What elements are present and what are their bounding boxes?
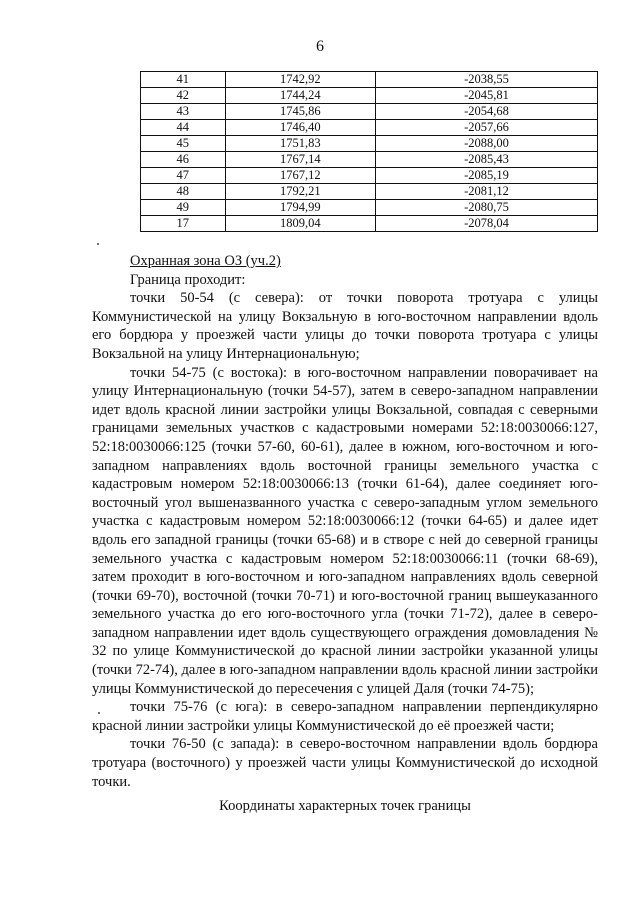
y-coordinate-cell: -2054,68: [375, 104, 597, 120]
x-coordinate-cell: 1792,21: [225, 184, 375, 200]
point-number-cell: 48: [141, 184, 226, 200]
y-coordinate-cell: -2085,43: [375, 152, 597, 168]
x-coordinate-cell: 1809,04: [225, 216, 375, 232]
paragraph-west: точки 76-50 (с запада): в северо-восточном направлении вдоль бордюра тротуара (восточного) у проезжей части улицы Коммунистической до исходной точки.: [92, 736, 598, 790]
table-row: [141, 136, 598, 152]
table-row: [141, 216, 598, 232]
scan-speck: [97, 243, 99, 245]
x-coordinate-cell: 1767,12: [225, 168, 375, 184]
coordinates-heading: Координаты характерных точек границы: [219, 798, 471, 815]
section-subtitle: Граница проходит:: [130, 271, 246, 288]
section-body: [92, 252, 598, 816]
table-row: [141, 120, 598, 136]
x-coordinate-cell: 1742,92: [225, 72, 375, 88]
point-number-cell: 43: [141, 104, 226, 120]
table-row: [141, 168, 598, 184]
y-coordinate-cell: -2085,19: [375, 168, 597, 184]
table-row: [141, 88, 598, 104]
scan-speck: [98, 712, 100, 714]
point-number-cell: 46: [141, 152, 226, 168]
coordinates-table-body: [141, 72, 598, 232]
point-number-cell: 41: [141, 72, 226, 88]
y-coordinate-cell: -2080,75: [375, 200, 597, 216]
point-number-cell: 47: [141, 168, 226, 184]
paragraph-east: точки 54-75 (с востока): в юго-восточном направлении поворачивает на улицу Интернациональную (точки 54-57), затем в северо-западном направлении идет вдоль красной линии застройки улицы Вокзальной, совпадая с северными границами земельных участков с кадастровыми номерами 52:18:0030066:127, 52:18:0030066:125 (точки 57-60, 60-61), далее в южном, юго-восточном и юго-западном направлениях вдоль восточной границы земельного участка с кадастровым номером 52:18:0030066:13 (точки 61-64), далее соединяет юго-восточный угол вышеназванного участка с северо-западным углом земельного участка с кадастровым номером 52:18:0030066:12 (точки 64-65) и далее идет вдоль его западной границы (точки 65-68) и в створе с ней до северной границы земельного участка с кадастровым номером 52:18:0030066:11 (точки 68-69), затем проходит в юго-восточном и юго-западном направлениях вдоль северной (точки 69-70), восточной (точки 70-71) и юго-восточной границ вышеуказанного земельного участка до его юго-восточного угла (точки 71-72), далее в северо-западном направлении идет вдоль существующего ограждения домовладения № 32 по улице Коммунистической до красной линии застройки указанной улицы (точки 72-74), далее в юго-западном направлении вдоль красной линии застройки улицы Коммунистической до пересечения с улицей Даля (точки 74-75);: [92, 364, 598, 697]
table-row: [141, 200, 598, 216]
y-coordinate-cell: -2088,00: [375, 136, 597, 152]
coordinates-table: [140, 71, 598, 232]
page-number: 6: [316, 38, 324, 55]
x-coordinate-cell: 1794,99: [225, 200, 375, 216]
table-row: [141, 104, 598, 120]
paragraph-north: точки 50-54 (с севера): от точки поворота тротуара с улицы Коммунистической на улицу Вокзальную в юго-восточном направлении вдоль его бордюра у проезжей части улицы до точки поворота тротуара с улицы Вокзальной на улицу Интернациональную;: [92, 290, 598, 362]
point-number-cell: 45: [141, 136, 226, 152]
point-number-cell: 49: [141, 200, 226, 216]
table-row: [141, 184, 598, 200]
section-title: Охранная зона ОЗ (уч.2): [130, 253, 281, 269]
x-coordinate-cell: 1751,83: [225, 136, 375, 152]
x-coordinate-cell: 1744,24: [225, 88, 375, 104]
x-coordinate-cell: 1745,86: [225, 104, 375, 120]
point-number-cell: 44: [141, 120, 226, 136]
y-coordinate-cell: -2081,12: [375, 184, 597, 200]
x-coordinate-cell: 1767,14: [225, 152, 375, 168]
table-row: [141, 152, 598, 168]
y-coordinate-cell: -2078,04: [375, 216, 597, 232]
y-coordinate-cell: -2038,55: [375, 72, 597, 88]
table-row: [141, 72, 598, 88]
point-number-cell: 17: [141, 216, 226, 232]
y-coordinate-cell: -2045,81: [375, 88, 597, 104]
paragraph-south: точки 75-76 (с юга): в северо-западном направлении перпендикулярно красной линии застройки улицы Коммунистической до её проезжей части;: [92, 699, 598, 734]
y-coordinate-cell: -2057,66: [375, 120, 597, 136]
x-coordinate-cell: 1746,40: [225, 120, 375, 136]
point-number-cell: 42: [141, 88, 226, 104]
